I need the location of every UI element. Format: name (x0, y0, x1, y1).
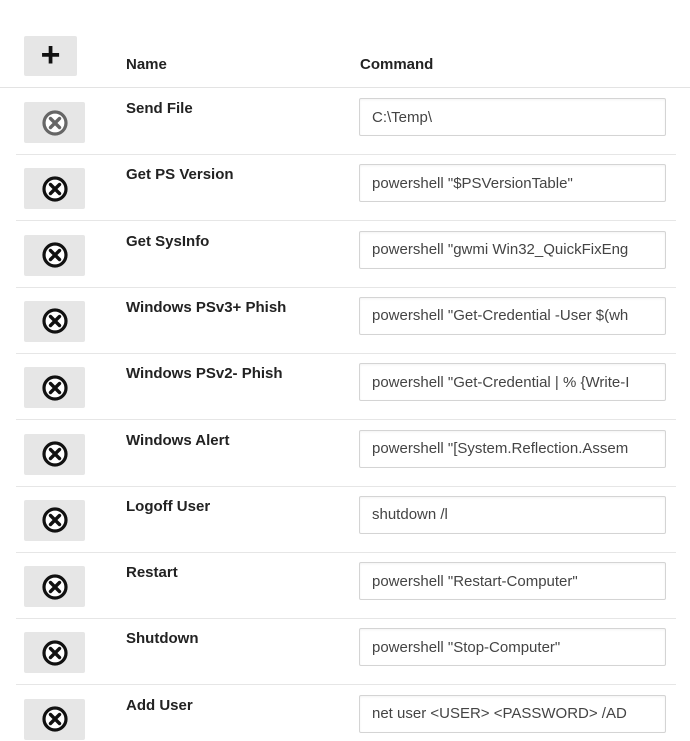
command-input[interactable] (359, 363, 666, 401)
remove-circle-icon (41, 440, 69, 468)
remove-circle-icon (41, 573, 69, 601)
remove-circle-icon (41, 506, 69, 534)
command-name: Windows PSv3+ Phish (126, 298, 287, 316)
name-column-header: Name (126, 56, 167, 73)
command-name: Get SysInfo (126, 232, 210, 250)
command-input[interactable] (359, 628, 666, 666)
command-name: Restart (126, 564, 178, 582)
remove-circle-icon (41, 241, 69, 269)
remove-circle-icon (41, 639, 69, 667)
table-row (16, 88, 676, 155)
command-input[interactable] (359, 562, 666, 600)
plus-icon: + (40, 35, 61, 74)
command-name: Windows PSv2- Phish (126, 365, 283, 383)
remove-circle-icon (41, 109, 69, 137)
delete-row-button[interactable] (24, 168, 85, 209)
remove-circle-icon (41, 175, 69, 203)
command-name: Shutdown (126, 630, 199, 648)
command-column-header: Command (360, 56, 434, 73)
command-name: Logoff User (126, 497, 211, 515)
command-input[interactable] (359, 164, 666, 202)
command-input[interactable] (359, 98, 666, 136)
command-input[interactable] (359, 695, 666, 733)
delete-row-button[interactable] (24, 434, 85, 475)
table-row (16, 486, 676, 553)
delete-row-button[interactable] (24, 367, 85, 408)
table-row (16, 353, 676, 420)
command-name: Windows Alert (126, 431, 230, 449)
command-input[interactable] (359, 297, 666, 335)
table-row (16, 154, 676, 221)
delete-row-button[interactable] (24, 102, 85, 143)
remove-circle-icon (41, 307, 69, 335)
table-row (16, 221, 676, 288)
delete-row-button[interactable] (24, 235, 85, 276)
remove-circle-icon (41, 374, 69, 402)
delete-row-button[interactable] (24, 500, 85, 541)
delete-row-button[interactable] (24, 632, 85, 673)
command-name: Send File (126, 100, 193, 117)
table-row (16, 685, 676, 741)
command-name: Add User (126, 696, 193, 714)
delete-row-button[interactable] (24, 301, 85, 342)
add-command-button[interactable] (24, 36, 77, 76)
remove-circle-icon (41, 705, 69, 733)
table-row (16, 552, 676, 619)
command-input[interactable] (359, 430, 666, 468)
table-header (0, 0, 690, 88)
command-name: Get PS Version (126, 166, 234, 184)
table-row (16, 287, 676, 354)
table-row (16, 618, 676, 685)
delete-row-button[interactable] (24, 699, 85, 740)
command-input[interactable] (359, 231, 666, 269)
command-input[interactable] (359, 496, 666, 534)
delete-row-button[interactable] (24, 566, 85, 607)
table-row (16, 420, 676, 487)
